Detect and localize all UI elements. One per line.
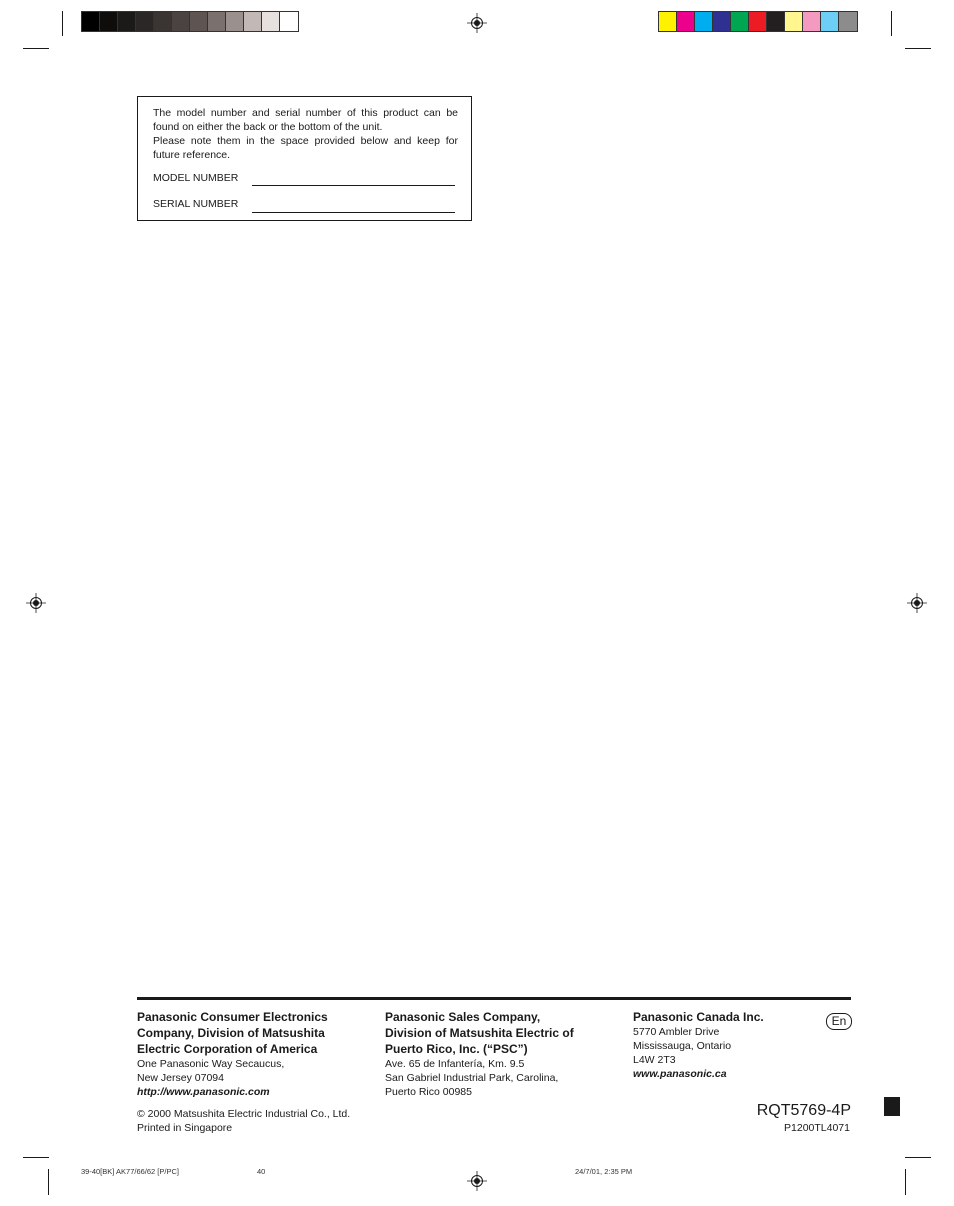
color-swatch [100, 12, 118, 31]
grayscale-bar [81, 11, 299, 32]
color-swatch [262, 12, 280, 31]
company-name: Panasonic Canada Inc. [633, 1010, 764, 1024]
color-swatch [244, 12, 262, 31]
address-line: L4W 2T3 [633, 1054, 676, 1066]
slug-page: 40 [257, 1167, 266, 1176]
color-swatch [839, 12, 857, 31]
color-swatch [154, 12, 172, 31]
color-swatch [172, 12, 190, 31]
note-line-2: Please note them in the space provided below and keep for future reference. [153, 135, 458, 161]
crop-mark [905, 48, 931, 49]
address-line: 5770 Ambler Drive [633, 1026, 720, 1038]
language-badge: En [826, 1013, 852, 1030]
printed-in-text: Printed in Singapore [137, 1122, 233, 1134]
address-line: San Gabriel Industrial Park, Carolina, [385, 1072, 559, 1084]
color-swatch [659, 12, 677, 31]
color-swatch [208, 12, 226, 31]
color-swatch [280, 12, 298, 31]
crop-mark [23, 1157, 49, 1158]
color-swatch [767, 12, 785, 31]
color-swatch [118, 12, 136, 31]
color-swatch [803, 12, 821, 31]
website-link[interactable]: http://www.panasonic.com [137, 1086, 270, 1098]
crop-mark [905, 1157, 931, 1158]
registration-target-icon [467, 13, 487, 33]
note-text [153, 106, 458, 162]
footer-col-puerto-rico [385, 1009, 585, 1099]
slug-date: 24/7/01, 2:35 PM [575, 1167, 633, 1176]
edge-tab-marker [884, 1097, 900, 1116]
crop-mark [48, 1169, 49, 1195]
copyright-text: © 2000 Matsushita Electric Industrial Co., Ltd. [137, 1108, 351, 1120]
color-bar [658, 11, 858, 32]
address-line: Mississauga, Ontario [633, 1040, 732, 1052]
company-name: Panasonic Consumer Electronics Company, Division of Matsushita Electric Corporation of America [137, 1010, 328, 1056]
color-swatch [136, 12, 154, 31]
crop-mark [905, 1169, 906, 1195]
color-swatch [677, 12, 695, 31]
footer-col-usa [137, 1009, 342, 1099]
model-number-field[interactable] [252, 185, 455, 186]
address-line: One Panasonic Way Secaucus, [137, 1058, 285, 1070]
note-line-1: The model number and serial number of this product can be found on either the back or the bottom of the unit. [153, 107, 458, 133]
model-number-label: MODEL NUMBER [153, 172, 239, 184]
color-swatch [785, 12, 803, 31]
registration-target-icon [26, 593, 46, 613]
crop-mark [23, 48, 49, 49]
footer-col-canada [633, 1009, 813, 1081]
color-swatch [226, 12, 244, 31]
address-line: Puerto Rico 00985 [385, 1086, 472, 1098]
website-link[interactable]: www.panasonic.ca [633, 1068, 727, 1080]
footer-rule [137, 997, 851, 1000]
company-name: Panasonic Sales Company, Division of Matsushita Electric of Puerto Rico, Inc. (“PSC”) [385, 1010, 574, 1056]
color-swatch [695, 12, 713, 31]
color-swatch [82, 12, 100, 31]
slug-file: 39-40[BK] AK77/66/62 [P/PC] [81, 1167, 179, 1176]
color-swatch [749, 12, 767, 31]
registration-target-icon [907, 593, 927, 613]
serial-number-label: SERIAL NUMBER [153, 198, 239, 210]
address-line: New Jersey 07094 [137, 1072, 224, 1084]
color-swatch [821, 12, 839, 31]
address-line: Ave. 65 de Infantería, Km. 9.5 [385, 1058, 525, 1070]
serial-number-field[interactable] [252, 212, 455, 213]
crop-mark [891, 11, 892, 36]
document-code: RQT5769-4P [756, 1102, 851, 1119]
print-code: P1200TL4071 [784, 1122, 850, 1134]
registration-target-icon [467, 1171, 487, 1191]
crop-mark [62, 11, 63, 36]
model-serial-box [137, 96, 472, 221]
color-swatch [713, 12, 731, 31]
color-swatch [731, 12, 749, 31]
copyright-block [137, 1107, 350, 1135]
color-swatch [190, 12, 208, 31]
